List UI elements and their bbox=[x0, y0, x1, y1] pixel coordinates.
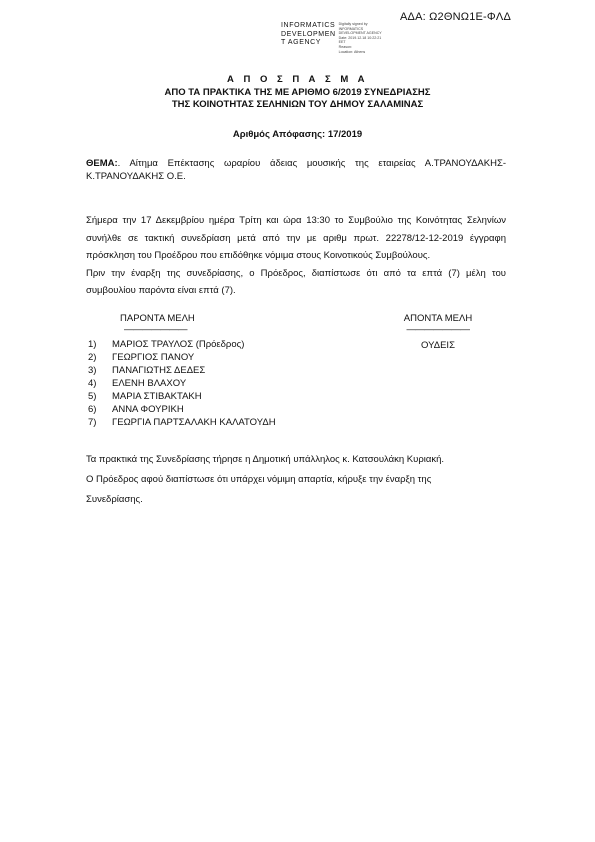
member-name: ΓΕΩΡΓΙΑ ΠΑΡΤΣΑΛΑΚΗ ΚΑΛΑΤΟΥΔΗ bbox=[112, 417, 276, 428]
member-name: ΜΑΡΙΟΣ ΤΡΑΥΛΟΣ (Πρόεδρος) bbox=[112, 339, 245, 350]
subject-paragraph bbox=[86, 157, 506, 183]
list-item bbox=[86, 377, 346, 390]
closing-line: Ο Πρόεδρος αφού διαπίστωσε ότι υπάρχει νόμιμη απαρτία, κήρυξε την έναρξη της bbox=[86, 474, 432, 485]
signature-org-line: DEVELOPMEN bbox=[281, 30, 336, 38]
absent-members-heading: ΑΠΟΝΤΑ ΜΕΛΗ bbox=[403, 313, 473, 324]
body-paragraph: Πριν την έναρξη της συνεδρίασης, ο Πρόεδρος, διαπίστωσε ότι από τα επτά (7) μέλη του συμβουλίου παρόντα είναι επτά (7). bbox=[86, 267, 506, 296]
present-members-list bbox=[86, 338, 346, 429]
signature-details: Digitally signed by INFORMATICS DEVELOPMENT AGENCY Date: 2019.12.18 10:22:21 EET Reason: Location: Athens bbox=[338, 22, 382, 54]
signature-org-name bbox=[281, 22, 336, 54]
present-members-column bbox=[86, 313, 346, 429]
member-name: ΕΛΕΝΗ ΒΛΑΧΟΥ bbox=[112, 378, 187, 389]
closing-text bbox=[86, 450, 506, 510]
member-name: ΓΕΩΡΓΙΟΣ ΠΑΝΟΥ bbox=[112, 352, 195, 363]
item-number: 6) bbox=[88, 404, 97, 415]
document-header bbox=[0, 74, 595, 112]
closing-line: Τα πρακτικά της Συνεδρίασης τήρησε η Δημοτική υπάλληλος κ. Κατσουλάκη Κυριακή. bbox=[86, 454, 445, 465]
list-item bbox=[86, 338, 346, 351]
present-members-heading: ΠΑΡΟΝΤΑ ΜΕΛΗ bbox=[120, 313, 195, 324]
decision-number: Αριθμός Απόφασης: 17/2019 bbox=[232, 129, 363, 140]
minutes-line: ΑΠΟ ΤΑ ΠΡΑΚΤΙΚΑ ΤΗΣ ΜΕ ΑΡΙΘΜΟ 6/2019 ΣΥΝΕΔΡΙΑΣΗΣ bbox=[164, 86, 431, 98]
member-name: ΠΑΝΑΓΙΩΤΗΣ ΔΕΔΕΣ bbox=[112, 365, 206, 376]
body-paragraph: Σήμερα την 17 Δεκεμβρίου ημέρα Τρίτη και ώρα 13:30 το Συμβούλιο της Κοινότητας Σεληνίων συνήλθε σε τακτική συνεδρίαση μετά από την με αριθμ πρωτ. 22278/12-12-2019 έγγραφη πρόσκληση του Προέδρου που επιδόθηκε νόμιμα στους Κοινοτικούς Συμβούλους. bbox=[86, 215, 506, 261]
list-item bbox=[86, 416, 346, 429]
member-name: ΜΑΡΙΑ ΣΤΙΒΑΚΤΑΚΗ bbox=[112, 391, 202, 402]
absent-members-value: ΟΥΔΕΙΣ bbox=[421, 340, 455, 351]
item-number: 4) bbox=[88, 378, 97, 389]
closing-line: Συνεδρίασης. bbox=[86, 494, 143, 505]
list-item bbox=[86, 351, 346, 364]
subject-label: ΘΕΜΑ: bbox=[86, 158, 118, 169]
subject-text: . Αίτημα Επέκτασης ωραρίου άδειας μουσικής της εταιρείας Α.ΤΡΑΝΟΥΔΑΚΗΣ-Κ.ΤΡΑΝΟΥΔΑΚΗΣ Ο.Ε. bbox=[86, 158, 506, 182]
item-number: 5) bbox=[88, 391, 97, 402]
digital-signature-stamp bbox=[281, 22, 382, 54]
ada-code: ΑΔΑ: Ω2ΘΝΩ1Ε-ΦΛΔ bbox=[400, 11, 511, 23]
item-number: 3) bbox=[88, 365, 97, 376]
list-item bbox=[86, 403, 346, 416]
item-number: 2) bbox=[88, 352, 97, 363]
list-item bbox=[86, 390, 346, 403]
list-item bbox=[86, 364, 346, 377]
document-title: Α Π Ο Σ Π Α Σ Μ Α bbox=[227, 74, 368, 85]
absent-divider: ——————— bbox=[406, 324, 470, 335]
signature-org-line: INFORMATICS bbox=[281, 22, 336, 29]
signature-org-line: T AGENCY bbox=[281, 39, 322, 46]
absent-members-column bbox=[378, 313, 498, 351]
present-divider: ——————— bbox=[124, 324, 187, 335]
item-number: 7) bbox=[88, 417, 97, 428]
body-text bbox=[86, 212, 506, 300]
member-name: ΑΝΝΑ ΦΟΥΡΙΚΗ bbox=[112, 404, 184, 415]
item-number: 1) bbox=[88, 339, 97, 350]
community-line: ΤΗΣ ΚΟΙΝΟΤΗΤΑΣ ΣΕΛΗΝΙΩΝ ΤΟΥ ΔΗΜΟΥ ΣΑΛΑΜΙΝΑΣ bbox=[171, 99, 424, 110]
